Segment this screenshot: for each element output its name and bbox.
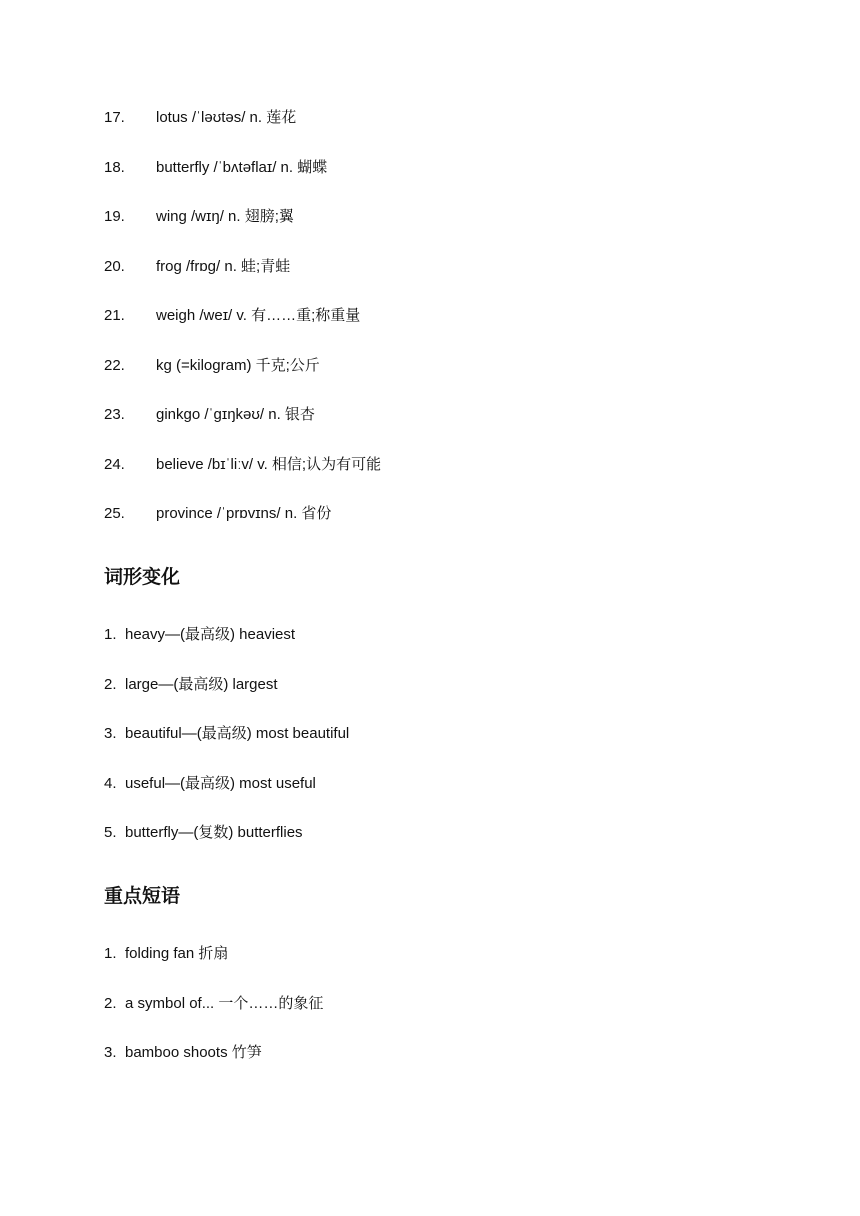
item-number: 3. (104, 1044, 117, 1061)
key-phrases-heading: 重点短语 (104, 886, 181, 907)
word-forms-list (104, 625, 804, 873)
vocab-item (104, 207, 804, 257)
vocab-entry: frog /frɒɡ/ n. 蛙;青蛙 (156, 257, 291, 275)
list-item (104, 823, 804, 873)
vocab-entry: believe /bɪˈliːv/ v. 相信;认为有可能 (156, 455, 382, 473)
vocabulary-list (104, 108, 804, 554)
list-item (104, 774, 804, 824)
vocab-item (104, 455, 804, 505)
vocab-number: 21. (104, 307, 125, 324)
vocab-entry: weigh /weɪ/ v. 有……重;称重量 (156, 307, 361, 324)
item-number: 5. (104, 824, 117, 841)
vocab-entry: kg (=kilogram) 千克;公斤 (156, 356, 320, 374)
item-text: heavy—(最高级) heaviest (125, 626, 296, 643)
vocab-number: 18. (104, 158, 125, 176)
list-item (104, 994, 804, 1044)
item-number: 3. (104, 725, 117, 742)
item-number: 2. (104, 994, 117, 1012)
vocab-entry: ginkgo /ˈɡɪŋkəʊ/ n. 银杏 (156, 406, 315, 423)
vocab-item (104, 108, 804, 158)
item-text: a symbol of... 一个……的象征 (125, 994, 324, 1012)
item-text: useful—(最高级) most useful (125, 774, 316, 792)
vocab-item (104, 405, 804, 455)
vocab-item (104, 158, 804, 208)
list-item (104, 625, 804, 675)
key-phrases-list (104, 944, 804, 1093)
list-item (104, 944, 804, 994)
word-forms-heading: 词形变化 (104, 567, 181, 588)
vocab-entry: butterfly /ˈbʌtəflaɪ/ n. 蝴蝶 (156, 158, 328, 176)
vocab-item (104, 504, 804, 554)
vocab-number: 17. (104, 109, 125, 126)
vocab-item (104, 257, 804, 307)
item-number: 1. (104, 945, 117, 962)
vocab-number: 25. (104, 505, 125, 522)
vocab-item (104, 306, 804, 356)
item-number: 2. (104, 675, 117, 693)
vocab-number: 20. (104, 257, 125, 275)
list-item (104, 675, 804, 725)
vocab-number: 23. (104, 406, 125, 423)
item-text: beautiful—(最高级) most beautiful (125, 725, 350, 742)
vocab-entry: lotus /ˈləʊtəs/ n. 莲花 (156, 109, 297, 126)
item-text: butterfly—(复数) butterflies (125, 824, 303, 841)
item-number: 4. (104, 774, 117, 792)
vocab-entry: province /ˈprɒvɪns/ n. 省份 (156, 505, 332, 522)
vocab-entry: wing /wɪŋ/ n. 翅膀;翼 (156, 208, 294, 225)
vocab-item (104, 356, 804, 406)
item-text: large—(最高级) largest (125, 675, 278, 693)
list-item (104, 724, 804, 774)
item-text: bamboo shoots 竹笋 (125, 1044, 262, 1061)
vocab-number: 22. (104, 356, 125, 374)
list-item (104, 1043, 804, 1093)
item-number: 1. (104, 626, 117, 643)
vocab-number: 19. (104, 208, 125, 225)
vocab-number: 24. (104, 455, 125, 473)
item-text: folding fan 折扇 (125, 945, 229, 962)
